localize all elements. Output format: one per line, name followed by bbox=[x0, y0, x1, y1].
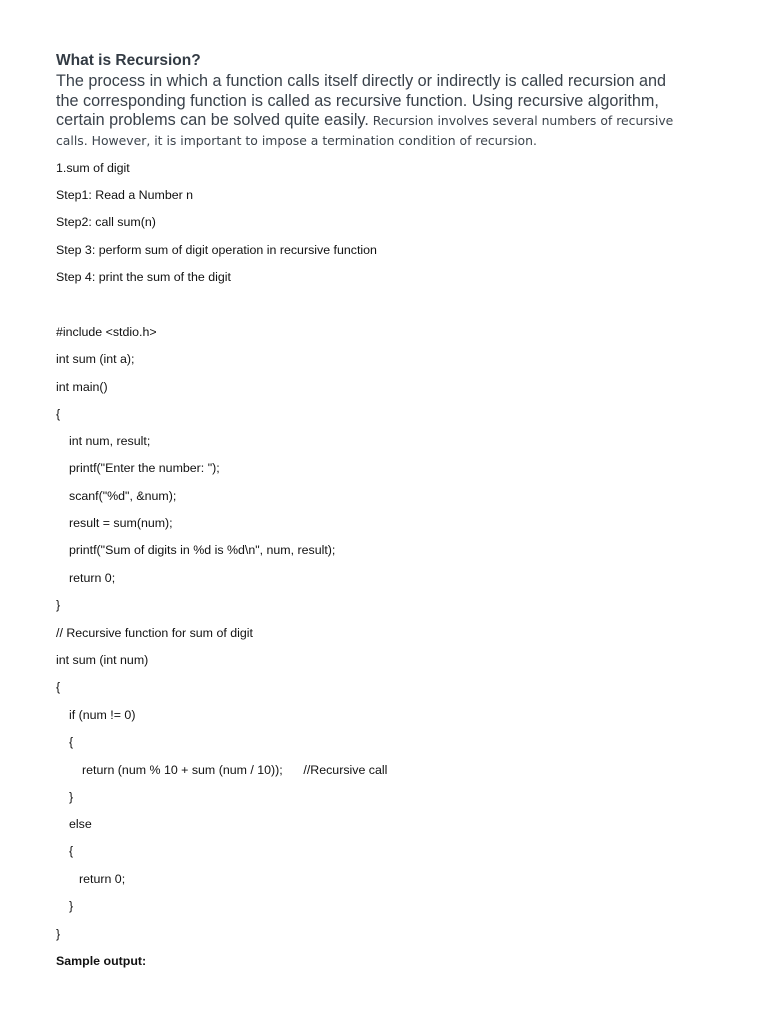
sample-output-label: Sample output: bbox=[56, 954, 147, 968]
code-line: #include <stdio.h> bbox=[56, 325, 157, 339]
step-line: Step 4: print the sum of the digit bbox=[56, 270, 231, 284]
code-line: } bbox=[69, 899, 74, 913]
code-line: } bbox=[69, 790, 74, 804]
code-line: if (num != 0) bbox=[69, 708, 136, 722]
intro-line-3-tail: Recursion involves several numbers of recursive bbox=[368, 113, 674, 128]
intro-line-4: calls. However, it is important to impose a termination condition of recursion. bbox=[56, 132, 537, 148]
page-title: What is Recursion? bbox=[56, 52, 201, 69]
code-comment: // Recursive function for sum of digit bbox=[56, 626, 253, 640]
code-line: result = sum(num); bbox=[69, 516, 173, 530]
intro-line-3 bbox=[56, 111, 716, 131]
step-line: Step 3: perform sum of digit operation in recursive function bbox=[56, 243, 377, 257]
code-line: else bbox=[69, 817, 92, 831]
code-line: { bbox=[69, 844, 74, 858]
code-line: int num, result; bbox=[69, 434, 151, 448]
step-line: Step2: call sum(n) bbox=[56, 215, 156, 229]
code-line: int sum (int num) bbox=[56, 653, 149, 667]
section-title: 1.sum of digit bbox=[56, 161, 130, 175]
code-line: } bbox=[56, 927, 61, 941]
code-line: int sum (int a); bbox=[56, 352, 135, 366]
code-line: return 0; bbox=[79, 872, 126, 886]
code-line: printf("Enter the number: "); bbox=[69, 461, 220, 475]
code-line: { bbox=[56, 680, 61, 694]
code-line: printf("Sum of digits in %d is %d\n", num, result); bbox=[69, 543, 336, 557]
code-line: { bbox=[69, 735, 74, 749]
intro-line-1: The process in which a function calls itself directly or indirectly is called recursion and bbox=[56, 72, 666, 90]
intro-line-3-main: certain problems can be solved quite easily. bbox=[56, 111, 369, 129]
intro-paragraph bbox=[56, 72, 716, 151]
document-page bbox=[56, 0, 736, 1024]
code-line: return 0; bbox=[69, 571, 116, 585]
code-line: int main() bbox=[56, 380, 108, 394]
code-line: } bbox=[56, 598, 61, 612]
step-line: Step1: Read a Number n bbox=[56, 188, 194, 202]
code-line: return (num % 10 + sum (num / 10)); //Recursive call bbox=[82, 763, 388, 777]
code-line: scanf("%d", &num); bbox=[69, 489, 177, 503]
intro-line-2: the corresponding function is called as recursive function. Using recursive algorithm, bbox=[56, 91, 659, 110]
code-line: { bbox=[56, 407, 61, 421]
